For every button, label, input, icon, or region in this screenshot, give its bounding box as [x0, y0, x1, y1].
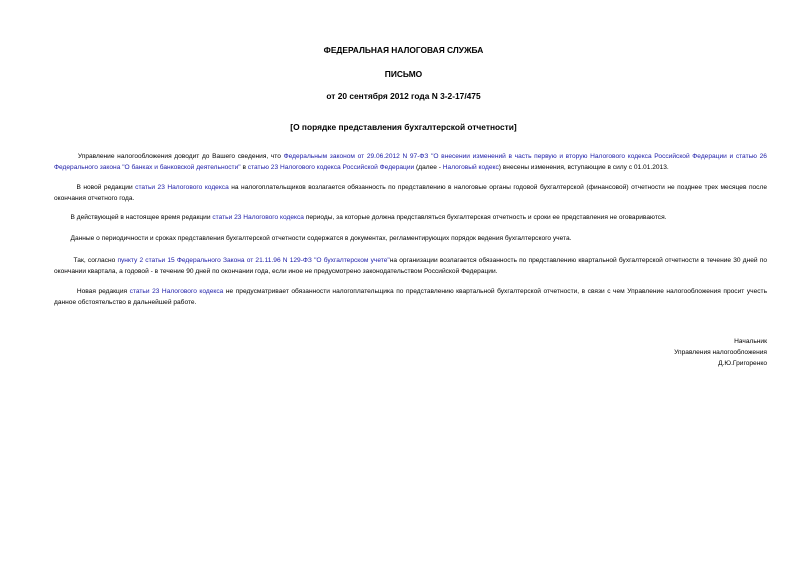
paragraph-3	[54, 212, 767, 223]
tax-code-link[interactable]: Налоговый кодекс	[442, 164, 499, 172]
paragraph-text: Новая редакция	[76, 288, 130, 295]
document-date-number: от 20 сентября 2012 года N 3-2-17/475	[326, 91, 481, 101]
paragraph-text: В новой редакции	[76, 184, 136, 191]
document-type: ПИСЬМО	[384, 69, 423, 79]
paragraph-6	[54, 286, 767, 309]
paragraph-text: Данные о периодичности и сроках представления бухгалтерской отчетности содержатся в документах, регламентирующих порядок ведения бухгалтерского учета.	[70, 235, 572, 242]
signature-department: Управления налогообложения	[674, 349, 767, 356]
paragraph-text: на организации возлагается обязанность по представлению квартальной бухгалтерской отчетности в течение 30 дней по окончании квартала, а годовой - в течение 90 дней по окончании года, если иное не предусмотрено законодательством Российской Федерации.	[54, 257, 767, 276]
article-23-link[interactable]: статьи 23 Налогового кодекса	[129, 288, 224, 295]
agency-name: ФЕДЕРАЛЬНАЯ НАЛОГОВАЯ СЛУЖБА	[323, 45, 484, 55]
signature-title: Начальник	[734, 338, 767, 345]
article-23-link[interactable]: статьи 23 Налогового кодекса	[212, 214, 304, 221]
law-97-fz-link[interactable]: Федеральным законом от 29.06.2012 N 97-ФЗ "О внесении изменений в часть первую и вторую Налогового кодекса Российской Федерации и статью 26 Федерального закона "О банках и банковской деятельности"	[54, 153, 767, 172]
paragraph-text: ) внесены изменения, вступающие в силу с 01.01.2013.	[498, 164, 669, 172]
paragraph-1	[54, 151, 767, 174]
law-129-fz-link[interactable]: пункту 2 статьи 15 Федерального Закона от 21.11.96 N 129-ФЗ "О бухгалтерском учете"	[117, 257, 390, 264]
paragraph-5	[54, 255, 767, 278]
paragraph-4	[54, 233, 767, 244]
article-23-link[interactable]: статьи 23 Налогового кодекса	[135, 184, 229, 191]
document-subject: [О порядке представления бухгалтерской отчетности]	[290, 122, 517, 132]
paragraph-text: на налогоплательщиков возлагается обязанность по представлению в налоговые органы годовой бухгалтерской (финансовой) отчетности не позднее трех месяцев после окончания отчетного года.	[54, 184, 767, 203]
paragraph-text: (далее -	[414, 164, 443, 172]
paragraph-2	[54, 182, 767, 205]
paragraph-text: Так, согласно	[73, 257, 118, 264]
paragraph-text: в	[240, 164, 248, 172]
article-23-tax-code-link[interactable]: статью 23 Налогового кодекса Российской Федерации	[247, 164, 415, 172]
paragraph-text: В действующей в настоящее время редакции	[70, 214, 213, 221]
paragraph-text: Управление налогообложения доводит до Вашего сведения, что	[77, 153, 284, 160]
paragraph-text: не предусматривает обязанности налогоплательщика по представлению квартальной бухгалтерской отчетности, в связи с чем Управление налогообложения просит учесть данное обстоятельство в дальнейшей работе.	[54, 288, 767, 307]
signature-name: Д.Ю.Григоренко	[718, 360, 767, 367]
paragraph-text: периоды, за которые должна представляться бухгалтерская отчетность и сроки ее представления не оговариваются.	[303, 214, 667, 221]
